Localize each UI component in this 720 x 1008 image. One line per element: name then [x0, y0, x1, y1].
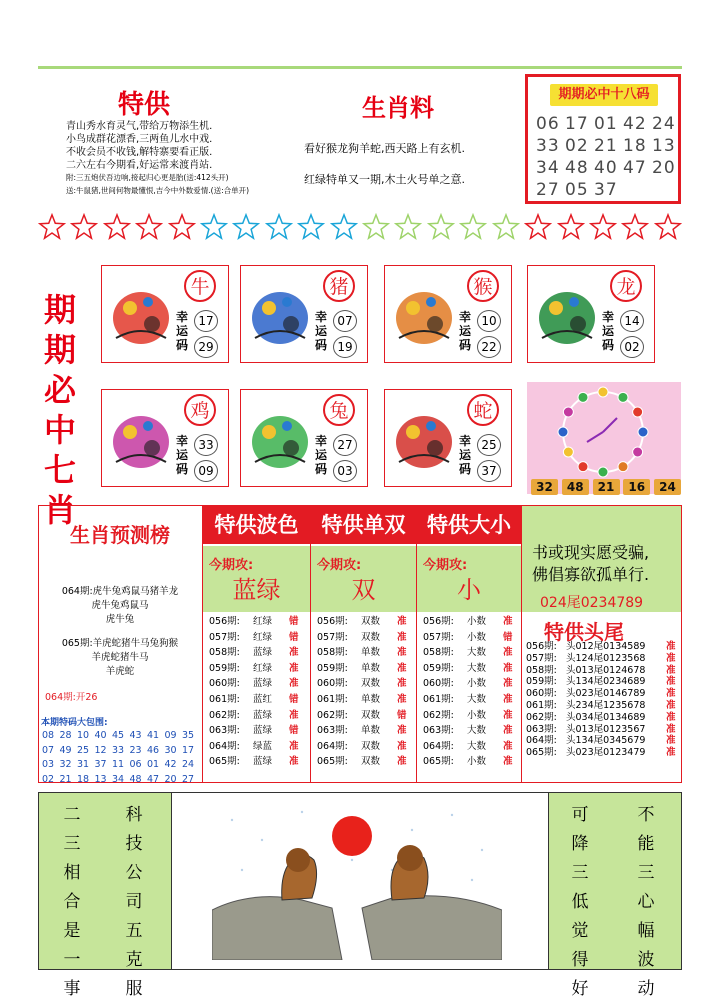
- table-row: 064期: 大数 准: [423, 740, 513, 752]
- bottom-left-poem: [38, 792, 172, 999]
- table-row: 057期: 小数 错: [423, 631, 513, 643]
- attack-label: 今期攻:: [317, 558, 362, 573]
- poem-note: 附:三五炮伏吾边响,接起归心更是胎(送:412头开): [66, 173, 229, 182]
- zodiac-name: 牛: [184, 270, 216, 302]
- liao-line: 红绿特单又一期,木土火号单之意.: [304, 173, 465, 186]
- clock-dot: [598, 467, 608, 477]
- table-row: 065期: 头023尾0123479 准: [526, 747, 676, 759]
- clock-dot: [638, 427, 648, 437]
- zodiac-card: [101, 265, 229, 363]
- daxiao-title: 特供大小: [417, 506, 521, 544]
- pack-num: 24: [182, 759, 195, 770]
- clock-num: 21: [593, 479, 620, 495]
- star-icon: [200, 213, 228, 241]
- clock-dot: [578, 462, 588, 472]
- attack-value: 蓝绿: [232, 576, 281, 604]
- code-num: 34: [536, 158, 560, 178]
- bottom-right-poem: [548, 792, 682, 999]
- star-icon: [38, 213, 66, 241]
- pack-num: 48: [129, 773, 142, 785]
- pack-num: 33: [112, 744, 125, 756]
- poem-line: 不收会员不收钱,解特寨要看正版.: [66, 147, 213, 158]
- ox-papercut-icon: [108, 274, 174, 352]
- poem-line: 二六左右今期看,好运常来渡肖站.: [66, 160, 213, 171]
- zodiac-name: 鸡: [184, 394, 216, 426]
- poem-line: 小鸟成群花漂香,三两鱼儿水中戏.: [66, 134, 213, 145]
- clock-panel: [527, 382, 681, 494]
- table-row: 060期: 头023尾0146789 准: [526, 688, 676, 700]
- zodiac-name: 猪: [323, 270, 355, 302]
- liao-line: 看好猴龙狗羊蛇,西天路上有玄机.: [304, 142, 465, 155]
- table-row: 065期: 小数 准: [423, 756, 513, 768]
- table-row: 056期: 双数 准: [317, 616, 407, 627]
- clock-dot: [563, 407, 573, 417]
- table-row: 061期: 头234尾1235678 准: [526, 699, 676, 711]
- table-row: 062期: 蓝绿 准: [209, 709, 299, 721]
- pack-num: 10: [77, 730, 90, 741]
- table-row: 057期: 红绿 错: [209, 631, 299, 643]
- luck-number: 10: [477, 310, 501, 332]
- clock-num: 32: [531, 479, 558, 495]
- eighteen-code-title: 期期必中十八码: [550, 84, 658, 106]
- zodiac-card: [384, 389, 512, 487]
- lions-illustration: [212, 800, 502, 960]
- pack-num: 42: [164, 759, 177, 770]
- star-icon: [265, 213, 293, 241]
- star-icon: [394, 213, 422, 241]
- clock-dot: [563, 447, 573, 457]
- clock-num: 16: [623, 479, 650, 495]
- star-icon: [557, 213, 585, 241]
- code-num: 05: [565, 180, 589, 200]
- luck-number: 07: [333, 310, 357, 332]
- clock-icon: [527, 382, 681, 482]
- pack-num: 06: [129, 759, 142, 770]
- clock-dot: [633, 407, 643, 417]
- shengxiaoliao-title: 生肖料: [362, 94, 434, 122]
- zodiac-card: [384, 265, 512, 363]
- table-row: 060期: 小数 准: [423, 678, 513, 690]
- luck-number: 19: [333, 336, 357, 358]
- table-row: 058期: 头013尾0124678 准: [526, 664, 676, 676]
- table-row: 058期: 大数 准: [423, 647, 513, 659]
- table-row: 060期: 蓝绿 准: [209, 678, 299, 690]
- pack-num: 49: [59, 744, 72, 756]
- luck-number: 03: [333, 460, 357, 482]
- luck-number: 09: [194, 460, 218, 482]
- predict-result: 064期:开26: [45, 692, 98, 703]
- pack-num: 47: [147, 773, 160, 785]
- predict-column: [38, 505, 202, 783]
- star-icon: [135, 213, 163, 241]
- star-row: [38, 213, 682, 249]
- code-num: 48: [565, 158, 589, 178]
- bose-attack: [203, 546, 310, 612]
- pack-num: 31: [77, 759, 90, 770]
- code-num: 13: [652, 136, 676, 156]
- code-num: 02: [565, 136, 589, 156]
- star-icon: [459, 213, 487, 241]
- zodiac-card: [101, 389, 229, 487]
- star-icon: [297, 213, 325, 241]
- poem-line: 青山秀水育灵气,带给万物添生机.: [66, 121, 213, 132]
- luck-number: 22: [477, 336, 501, 358]
- code-num: 33: [536, 136, 560, 156]
- zodiac-name: 蛇: [467, 394, 499, 426]
- pack-num: 37: [94, 759, 107, 770]
- attack-label: 今期攻:: [209, 558, 254, 573]
- touwei-title: 特供头尾: [544, 620, 624, 644]
- eighteen-code-numbers: [536, 113, 684, 201]
- touwei-rows: [526, 641, 680, 759]
- danshuang-rows: [317, 614, 414, 770]
- table-row: 060期: 双数 准: [317, 678, 407, 690]
- luck-number: 02: [620, 336, 644, 358]
- predict-line: 虎牛兔鸡鼠马: [91, 600, 149, 611]
- zodiac-card: [240, 265, 368, 363]
- table-row: 056期: 小数 准: [423, 616, 513, 627]
- pack-num: 30: [164, 744, 177, 756]
- zodiac-name: 龙: [610, 270, 642, 302]
- touwei-line: 佛倡寡欲孤单行.: [532, 565, 650, 584]
- daxiao-rows: [423, 614, 519, 770]
- attack-value: 双: [351, 576, 376, 604]
- table-row: 058期: 蓝绿 准: [209, 647, 299, 659]
- bose-title: 特供波色: [203, 506, 310, 544]
- table-row: 061期: 大数 准: [423, 693, 513, 705]
- predict-line: 羊虎蛇: [105, 666, 135, 677]
- star-icon: [621, 213, 649, 241]
- pack-num: 43: [129, 730, 142, 741]
- table-row: 059期: 大数 准: [423, 662, 513, 674]
- table-row: 059期: 红绿 准: [209, 662, 299, 674]
- code-num: 06: [536, 114, 560, 134]
- pack-num: 35: [182, 730, 195, 741]
- table-row: 058期: 单数 准: [317, 647, 407, 659]
- table-row: 063期: 头013尾0123567 准: [526, 723, 676, 735]
- zodiac-name: 兔: [323, 394, 355, 426]
- pack-num: 25: [77, 744, 90, 756]
- table-row: 063期: 单数 准: [317, 725, 407, 737]
- bose-rows: [209, 614, 308, 770]
- table-row: 056期: 红绿 错: [209, 616, 299, 627]
- clock-dot: [618, 392, 628, 402]
- pack-num: 28: [59, 730, 72, 741]
- zodiac-card: [240, 389, 368, 487]
- pack-num: 23: [129, 744, 142, 756]
- poem-column: 科 技 公 司 五 克 服: [125, 805, 143, 999]
- table-row: 059期: 单数 准: [317, 662, 407, 674]
- table-row: 062期: 头034尾0134689 准: [526, 711, 676, 723]
- poem-note: 送:牛鼠猪,世间何物最懂恨,吉今中外数爱情.(送:合单开): [66, 186, 250, 195]
- code-num: 42: [623, 114, 647, 134]
- pack-num: 34: [112, 773, 125, 785]
- code-num: 37: [594, 180, 618, 200]
- rabbit-papercut-icon: [247, 398, 313, 476]
- star-icon: [654, 213, 682, 241]
- code-num: 27: [536, 180, 560, 200]
- clock-dot: [598, 387, 608, 397]
- predict-title: 生肖预测榜: [70, 523, 170, 547]
- pack-num: 32: [59, 759, 72, 770]
- luck-label: 幸 运 码: [314, 434, 327, 476]
- table-row: 063期: 蓝绿 错: [209, 725, 299, 737]
- clock-dot: [578, 392, 588, 402]
- poem-column: 不 能 三 心 幅 波 动: [637, 805, 655, 999]
- predict-line: 虎牛兔: [105, 614, 135, 625]
- pack-num: 07: [42, 744, 55, 756]
- pack-num: 27: [182, 773, 195, 785]
- table-row: 061期: 单数 准: [317, 693, 407, 705]
- luck-label: 幸 运 码: [314, 310, 327, 352]
- luck-label: 幸 运 码: [175, 434, 188, 476]
- monkey-papercut-icon: [391, 274, 457, 352]
- dragon-papercut-icon: [534, 274, 600, 352]
- code-num: 24: [652, 114, 676, 134]
- luck-label: 幸 运 码: [458, 310, 471, 352]
- predict-line: 065期:羊虎蛇猪牛马兔狗猴: [61, 638, 179, 649]
- pack-num: 41: [147, 730, 160, 741]
- pack-num: 01: [147, 759, 160, 770]
- pack-num: 12: [94, 744, 107, 756]
- pack-num: 11: [112, 759, 125, 770]
- pack-num: 08: [42, 730, 55, 741]
- luck-number: 33: [194, 434, 218, 456]
- poem-block: [66, 120, 316, 196]
- luck-number: 17: [194, 310, 218, 332]
- top-divider: [38, 66, 682, 69]
- star-icon: [330, 213, 358, 241]
- touwei-header: [522, 506, 681, 612]
- touwei-code: 024尾0234789: [540, 595, 644, 611]
- star-icon: [427, 213, 455, 241]
- star-icon: [168, 213, 196, 241]
- lions-on-cliffs-icon: [212, 800, 502, 960]
- rooster-papercut-icon: [108, 398, 174, 476]
- table-row: 063期: 大数 准: [423, 725, 513, 737]
- pack-num: 13: [94, 773, 107, 785]
- clock-num: 48: [562, 479, 589, 495]
- code-num: 20: [652, 158, 676, 178]
- pack-num: 09: [164, 730, 177, 741]
- predict-line: 羊虎蛇猪牛马: [91, 652, 149, 663]
- zodiac-name: 猴: [467, 270, 499, 302]
- table-row: 062期: 双数 错: [317, 709, 407, 721]
- code-num: 21: [594, 136, 618, 156]
- star-icon: [362, 213, 390, 241]
- touwei-line: 书或现实愿受骗,: [532, 543, 650, 562]
- star-icon: [524, 213, 552, 241]
- daxiao-attack: [417, 546, 521, 612]
- pack-num: 20: [164, 773, 177, 785]
- code-num: 47: [623, 158, 647, 178]
- pack-num: 46: [147, 744, 160, 756]
- predict-line: 064期:虎牛兔鸡鼠马猪羊龙: [61, 586, 179, 597]
- table-row: 057期: 头124尾0123568 准: [526, 652, 676, 664]
- pack-num: 02: [42, 773, 55, 785]
- pack-num: 03: [42, 759, 55, 770]
- clock-num: 24: [654, 479, 681, 495]
- luck-number: 14: [620, 310, 644, 332]
- pig-papercut-icon: [247, 274, 313, 352]
- code-num: 01: [594, 114, 618, 134]
- table-row: 061期: 蓝红 错: [209, 693, 299, 705]
- star-icon: [103, 213, 131, 241]
- eighteen-code-box: [525, 74, 681, 204]
- luck-number: 37: [477, 460, 501, 482]
- luck-label: 幸 运 码: [458, 434, 471, 476]
- table-row: 065期: 蓝绿 准: [209, 756, 299, 768]
- table-row: 064期: 双数 准: [317, 740, 407, 752]
- attack-label: 今期攻:: [423, 558, 468, 573]
- star-icon: [232, 213, 260, 241]
- poem-column: 二 三 相 合 是 一 事: [63, 805, 81, 999]
- star-icon: [492, 213, 520, 241]
- star-icon: [70, 213, 98, 241]
- pack-title: 本期特码大包围:: [41, 718, 108, 728]
- pack-num: 45: [112, 730, 125, 741]
- table-row: 065期: 双数 准: [317, 756, 407, 768]
- table-row: 064期: 绿蓝 准: [209, 740, 299, 752]
- snake-papercut-icon: [391, 398, 457, 476]
- table-row: 056期: 头012尾0134589 准: [526, 641, 676, 652]
- danshuang-attack: [311, 546, 416, 612]
- luck-number: 27: [333, 434, 357, 456]
- clock-dot: [618, 462, 628, 472]
- clock-dot: [558, 427, 568, 437]
- pack-num: 18: [77, 773, 90, 785]
- zodiac-card: [527, 265, 655, 363]
- pack-num: 17: [182, 744, 195, 756]
- seven-zodiac-title: 期 期 必 中 七 肖: [43, 291, 76, 529]
- pack-num: 21: [59, 773, 72, 785]
- poem-column: 可 降 三 低 觉 得 好: [571, 805, 589, 999]
- table-row: 062期: 小数 准: [423, 709, 513, 721]
- luck-label: 幸 运 码: [175, 310, 188, 352]
- tegong-title: 特供: [118, 90, 171, 120]
- danshuang-title: 特供单双: [311, 506, 416, 544]
- predict-lines: [38, 585, 202, 679]
- table-row: 057期: 双数 准: [317, 631, 407, 643]
- code-num: 17: [565, 114, 589, 134]
- pack-grid: [42, 729, 200, 787]
- code-num: 40: [594, 158, 618, 178]
- luck-label: 幸 运 码: [601, 310, 614, 352]
- clock-numbers: [531, 479, 681, 495]
- pack-num: 40: [94, 730, 107, 741]
- clock-dot: [633, 447, 643, 457]
- table-row: 064期: 头134尾0345679 准: [526, 735, 676, 747]
- code-num: 18: [623, 136, 647, 156]
- luck-number: 25: [477, 434, 501, 456]
- star-icon: [589, 213, 617, 241]
- attack-value: 小: [457, 576, 481, 604]
- table-row: 059期: 头134尾0234689 准: [526, 676, 676, 688]
- luck-number: 29: [194, 336, 218, 358]
